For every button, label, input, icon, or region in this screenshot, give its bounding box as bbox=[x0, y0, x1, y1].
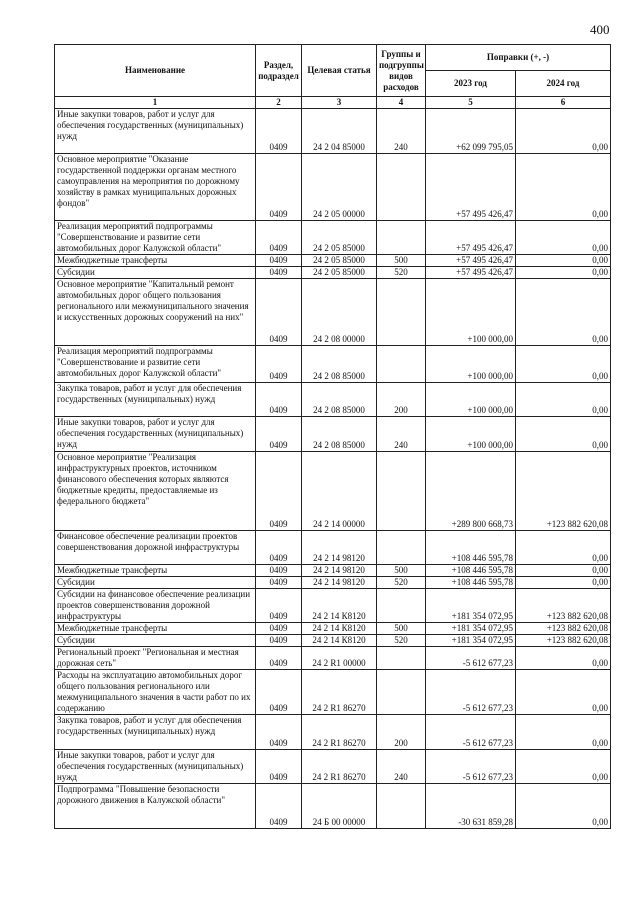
row-expense-group: 500 bbox=[377, 623, 426, 635]
row-target-article: 24 2 R1 86270 bbox=[302, 670, 377, 715]
row-amendment-2023: +108 446 595,78 bbox=[426, 577, 516, 589]
header-section: Раздел, подраздел bbox=[256, 45, 302, 97]
row-section: 0409 bbox=[256, 577, 302, 589]
row-name: Основное мероприятие "Реализация инфраструктурных проектов, источником финансового обеспечения которых являются бюджетные кредиты, предоставляемые из федерального бюджета" bbox=[55, 452, 256, 531]
column-index: 2 bbox=[256, 97, 302, 109]
row-expense-group bbox=[377, 589, 426, 623]
row-amendment-2024: 0,00 bbox=[516, 346, 611, 383]
row-section: 0409 bbox=[256, 670, 302, 715]
row-target-article: 24 2 14 К8120 bbox=[302, 623, 377, 635]
row-amendment-2023: -5 612 677,23 bbox=[426, 670, 516, 715]
row-target-article: 24 2 08 85000 bbox=[302, 346, 377, 383]
row-amendment-2024: 0,00 bbox=[516, 647, 611, 670]
table-row bbox=[55, 531, 611, 565]
table-row bbox=[55, 784, 611, 829]
row-expense-group: 520 bbox=[377, 577, 426, 589]
row-section: 0409 bbox=[256, 221, 302, 255]
table-row bbox=[55, 417, 611, 452]
row-amendment-2024: 0,00 bbox=[516, 221, 611, 255]
row-amendment-2023: +108 446 595,78 bbox=[426, 565, 516, 577]
row-expense-group: 500 bbox=[377, 565, 426, 577]
row-expense-group bbox=[377, 531, 426, 565]
row-name: Расходы на эксплуатацию автомобильных дорог общего пользования регионального или межмуниципального значения в части работ по их содержанию bbox=[55, 670, 256, 715]
column-index: 5 bbox=[426, 97, 516, 109]
table-row bbox=[55, 565, 611, 577]
header-name: Наименование bbox=[55, 45, 256, 97]
row-target-article: 24 2 14 К8120 bbox=[302, 635, 377, 647]
row-expense-group: 240 bbox=[377, 109, 426, 154]
row-expense-group: 520 bbox=[377, 635, 426, 647]
table-row bbox=[55, 221, 611, 255]
row-section: 0409 bbox=[256, 635, 302, 647]
table-row bbox=[55, 109, 611, 154]
row-section: 0409 bbox=[256, 109, 302, 154]
row-target-article: 24 2 08 85000 bbox=[302, 383, 377, 417]
row-section: 0409 bbox=[256, 383, 302, 417]
row-name: Субсидии bbox=[55, 635, 256, 647]
row-amendment-2024: 0,00 bbox=[516, 154, 611, 221]
table-row bbox=[55, 750, 611, 784]
row-expense-group bbox=[377, 154, 426, 221]
row-amendment-2023: +100 000,00 bbox=[426, 417, 516, 452]
row-section: 0409 bbox=[256, 267, 302, 279]
row-amendment-2024: 0,00 bbox=[516, 279, 611, 346]
row-amendment-2024: 0,00 bbox=[516, 417, 611, 452]
row-target-article: 24 2 R1 86270 bbox=[302, 750, 377, 784]
header-amendments: Поправки (+, -) bbox=[426, 45, 611, 71]
row-name: Субсидии bbox=[55, 577, 256, 589]
row-target-article: 24 2 05 85000 bbox=[302, 221, 377, 255]
row-amendment-2024: 0,00 bbox=[516, 784, 611, 829]
row-target-article: 24 2 08 85000 bbox=[302, 417, 377, 452]
row-amendment-2024: 0,00 bbox=[516, 750, 611, 784]
row-amendment-2023: +181 354 072,95 bbox=[426, 635, 516, 647]
row-name: Субсидии bbox=[55, 267, 256, 279]
row-amendment-2023: +289 800 668,73 bbox=[426, 452, 516, 531]
table-row bbox=[55, 154, 611, 221]
table-row bbox=[55, 623, 611, 635]
row-amendment-2023: +108 446 595,78 bbox=[426, 531, 516, 565]
row-expense-group: 500 bbox=[377, 255, 426, 267]
row-section: 0409 bbox=[256, 589, 302, 623]
row-target-article: 24 2 14 00000 bbox=[302, 452, 377, 531]
row-expense-group: 240 bbox=[377, 417, 426, 452]
row-amendment-2024: 0,00 bbox=[516, 109, 611, 154]
table-row bbox=[55, 670, 611, 715]
row-amendment-2024: 0,00 bbox=[516, 255, 611, 267]
row-amendment-2024: 0,00 bbox=[516, 670, 611, 715]
table-row bbox=[55, 279, 611, 346]
row-expense-group bbox=[377, 452, 426, 531]
row-amendment-2024: 0,00 bbox=[516, 577, 611, 589]
row-name: Иные закупки товаров, работ и услуг для обеспечения государственных (муниципальных) нужд bbox=[55, 417, 256, 452]
row-amendment-2024: 0,00 bbox=[516, 565, 611, 577]
row-name: Закупка товаров, работ и услуг для обеспечения государственных (муниципальных) нужд bbox=[55, 715, 256, 750]
table-row bbox=[55, 715, 611, 750]
row-name: Субсидии на финансовое обеспечение реализации проектов совершенствования дорожной инфраструктуры bbox=[55, 589, 256, 623]
row-target-article: 24 2 05 85000 bbox=[302, 255, 377, 267]
row-amendment-2023: +57 495 426,47 bbox=[426, 221, 516, 255]
header-year-2024: 2024 год bbox=[516, 71, 611, 97]
row-amendment-2023: +100 000,00 bbox=[426, 346, 516, 383]
row-expense-group bbox=[377, 647, 426, 670]
row-amendment-2023: -5 612 677,23 bbox=[426, 715, 516, 750]
row-target-article: 24 2 14 98120 bbox=[302, 577, 377, 589]
row-section: 0409 bbox=[256, 647, 302, 670]
row-section: 0409 bbox=[256, 417, 302, 452]
row-amendment-2023: +62 099 795,05 bbox=[426, 109, 516, 154]
row-amendment-2023: -5 612 677,23 bbox=[426, 647, 516, 670]
row-expense-group: 520 bbox=[377, 267, 426, 279]
row-amendment-2024: +123 882 620,08 bbox=[516, 589, 611, 623]
row-target-article: 24 2 05 85000 bbox=[302, 267, 377, 279]
row-name: Иные закупки товаров, работ и услуг для обеспечения государственных (муниципальных) нужд bbox=[55, 109, 256, 154]
row-name: Финансовое обеспечение реализации проектов совершенствования дорожной инфраструктуры bbox=[55, 531, 256, 565]
row-target-article: 24 2 14 98120 bbox=[302, 531, 377, 565]
table-row bbox=[55, 589, 611, 623]
table-row bbox=[55, 267, 611, 279]
row-section: 0409 bbox=[256, 279, 302, 346]
header-target: Целевая статья bbox=[302, 45, 377, 97]
row-amendment-2023: -30 631 859,28 bbox=[426, 784, 516, 829]
row-amendment-2024: +123 882 620,08 bbox=[516, 452, 611, 531]
column-index: 3 bbox=[302, 97, 377, 109]
row-section: 0409 bbox=[256, 154, 302, 221]
row-target-article: 24 2 R1 86270 bbox=[302, 715, 377, 750]
row-section: 0409 bbox=[256, 565, 302, 577]
row-amendment-2023: +100 000,00 bbox=[426, 383, 516, 417]
row-section: 0409 bbox=[256, 784, 302, 829]
table-row bbox=[55, 383, 611, 417]
table-row bbox=[55, 647, 611, 670]
row-section: 0409 bbox=[256, 346, 302, 383]
row-amendment-2024: 0,00 bbox=[516, 267, 611, 279]
row-name: Региональный проект "Региональная и местная дорожная сеть" bbox=[55, 647, 256, 670]
row-expense-group bbox=[377, 279, 426, 346]
row-section: 0409 bbox=[256, 531, 302, 565]
row-amendment-2023: +100 000,00 bbox=[426, 279, 516, 346]
row-amendment-2023: +57 495 426,47 bbox=[426, 154, 516, 221]
row-target-article: 24 2 05 00000 bbox=[302, 154, 377, 221]
row-name: Межбюджетные трансферты bbox=[55, 623, 256, 635]
row-name: Подпрограмма "Повышение безопасности дорожного движения в Калужской области" bbox=[55, 784, 256, 829]
row-section: 0409 bbox=[256, 715, 302, 750]
row-amendment-2024: +123 882 620,08 bbox=[516, 635, 611, 647]
row-amendment-2023: +57 495 426,47 bbox=[426, 267, 516, 279]
row-amendment-2023: +181 354 072,95 bbox=[426, 623, 516, 635]
row-target-article: 24 2 14 98120 bbox=[302, 565, 377, 577]
table-row bbox=[55, 452, 611, 531]
row-expense-group: 200 bbox=[377, 383, 426, 417]
row-name: Реализация мероприятий подпрограммы "Совершенствование и развитие сети автомобильных дорог Калужской области" bbox=[55, 346, 256, 383]
budget-amendments-table bbox=[54, 44, 611, 829]
row-section: 0409 bbox=[256, 623, 302, 635]
row-target-article: 24 Б 00 00000 bbox=[302, 784, 377, 829]
table-row bbox=[55, 577, 611, 589]
row-expense-group: 240 bbox=[377, 750, 426, 784]
table-row bbox=[55, 255, 611, 267]
row-target-article: 24 2 08 00000 bbox=[302, 279, 377, 346]
row-target-article: 24 2 R1 00000 bbox=[302, 647, 377, 670]
row-target-article: 24 2 04 85000 bbox=[302, 109, 377, 154]
table-row bbox=[55, 635, 611, 647]
row-name: Основное мероприятие "Оказание государственной поддержки органам местного самоуправления на мероприятия по дорожному хозяйству в рамках муниципальных дорожных фондов" bbox=[55, 154, 256, 221]
page-number: 400 bbox=[590, 22, 610, 37]
row-section: 0409 bbox=[256, 255, 302, 267]
row-name: Основное мероприятие "Капитальный ремонт автомобильных дорог общего пользования регионального или межмуниципального значения и искусственных дорожных сооружений на них" bbox=[55, 279, 256, 346]
row-amendment-2024: 0,00 bbox=[516, 715, 611, 750]
column-index: 1 bbox=[55, 97, 256, 109]
row-amendment-2024: 0,00 bbox=[516, 383, 611, 417]
row-amendment-2023: +181 354 072,95 bbox=[426, 589, 516, 623]
column-index: 4 bbox=[377, 97, 426, 109]
row-section: 0409 bbox=[256, 452, 302, 531]
row-amendment-2024: +123 882 620,08 bbox=[516, 623, 611, 635]
row-expense-group bbox=[377, 221, 426, 255]
row-expense-group bbox=[377, 784, 426, 829]
row-name: Межбюджетные трансферты bbox=[55, 565, 256, 577]
row-target-article: 24 2 14 К8120 bbox=[302, 589, 377, 623]
row-expense-group bbox=[377, 670, 426, 715]
row-amendment-2023: +57 495 426,47 bbox=[426, 255, 516, 267]
row-name: Закупка товаров, работ и услуг для обеспечения государственных (муниципальных) нужд bbox=[55, 383, 256, 417]
row-expense-group bbox=[377, 346, 426, 383]
row-section: 0409 bbox=[256, 750, 302, 784]
header-year-2023: 2023 год bbox=[426, 71, 516, 97]
row-name: Реализация мероприятий подпрограммы "Совершенствование и развитие сети автомобильных дорог Калужской области" bbox=[55, 221, 256, 255]
row-expense-group: 200 bbox=[377, 715, 426, 750]
row-name: Иные закупки товаров, работ и услуг для обеспечения государственных (муниципальных) нужд bbox=[55, 750, 256, 784]
row-name: Межбюджетные трансферты bbox=[55, 255, 256, 267]
header-group: Группы и подгруппы видов расходов bbox=[377, 45, 426, 97]
row-amendment-2024: 0,00 bbox=[516, 531, 611, 565]
column-index: 6 bbox=[516, 97, 611, 109]
column-index-row bbox=[55, 97, 611, 109]
table-row bbox=[55, 346, 611, 383]
row-amendment-2023: -5 612 677,23 bbox=[426, 750, 516, 784]
